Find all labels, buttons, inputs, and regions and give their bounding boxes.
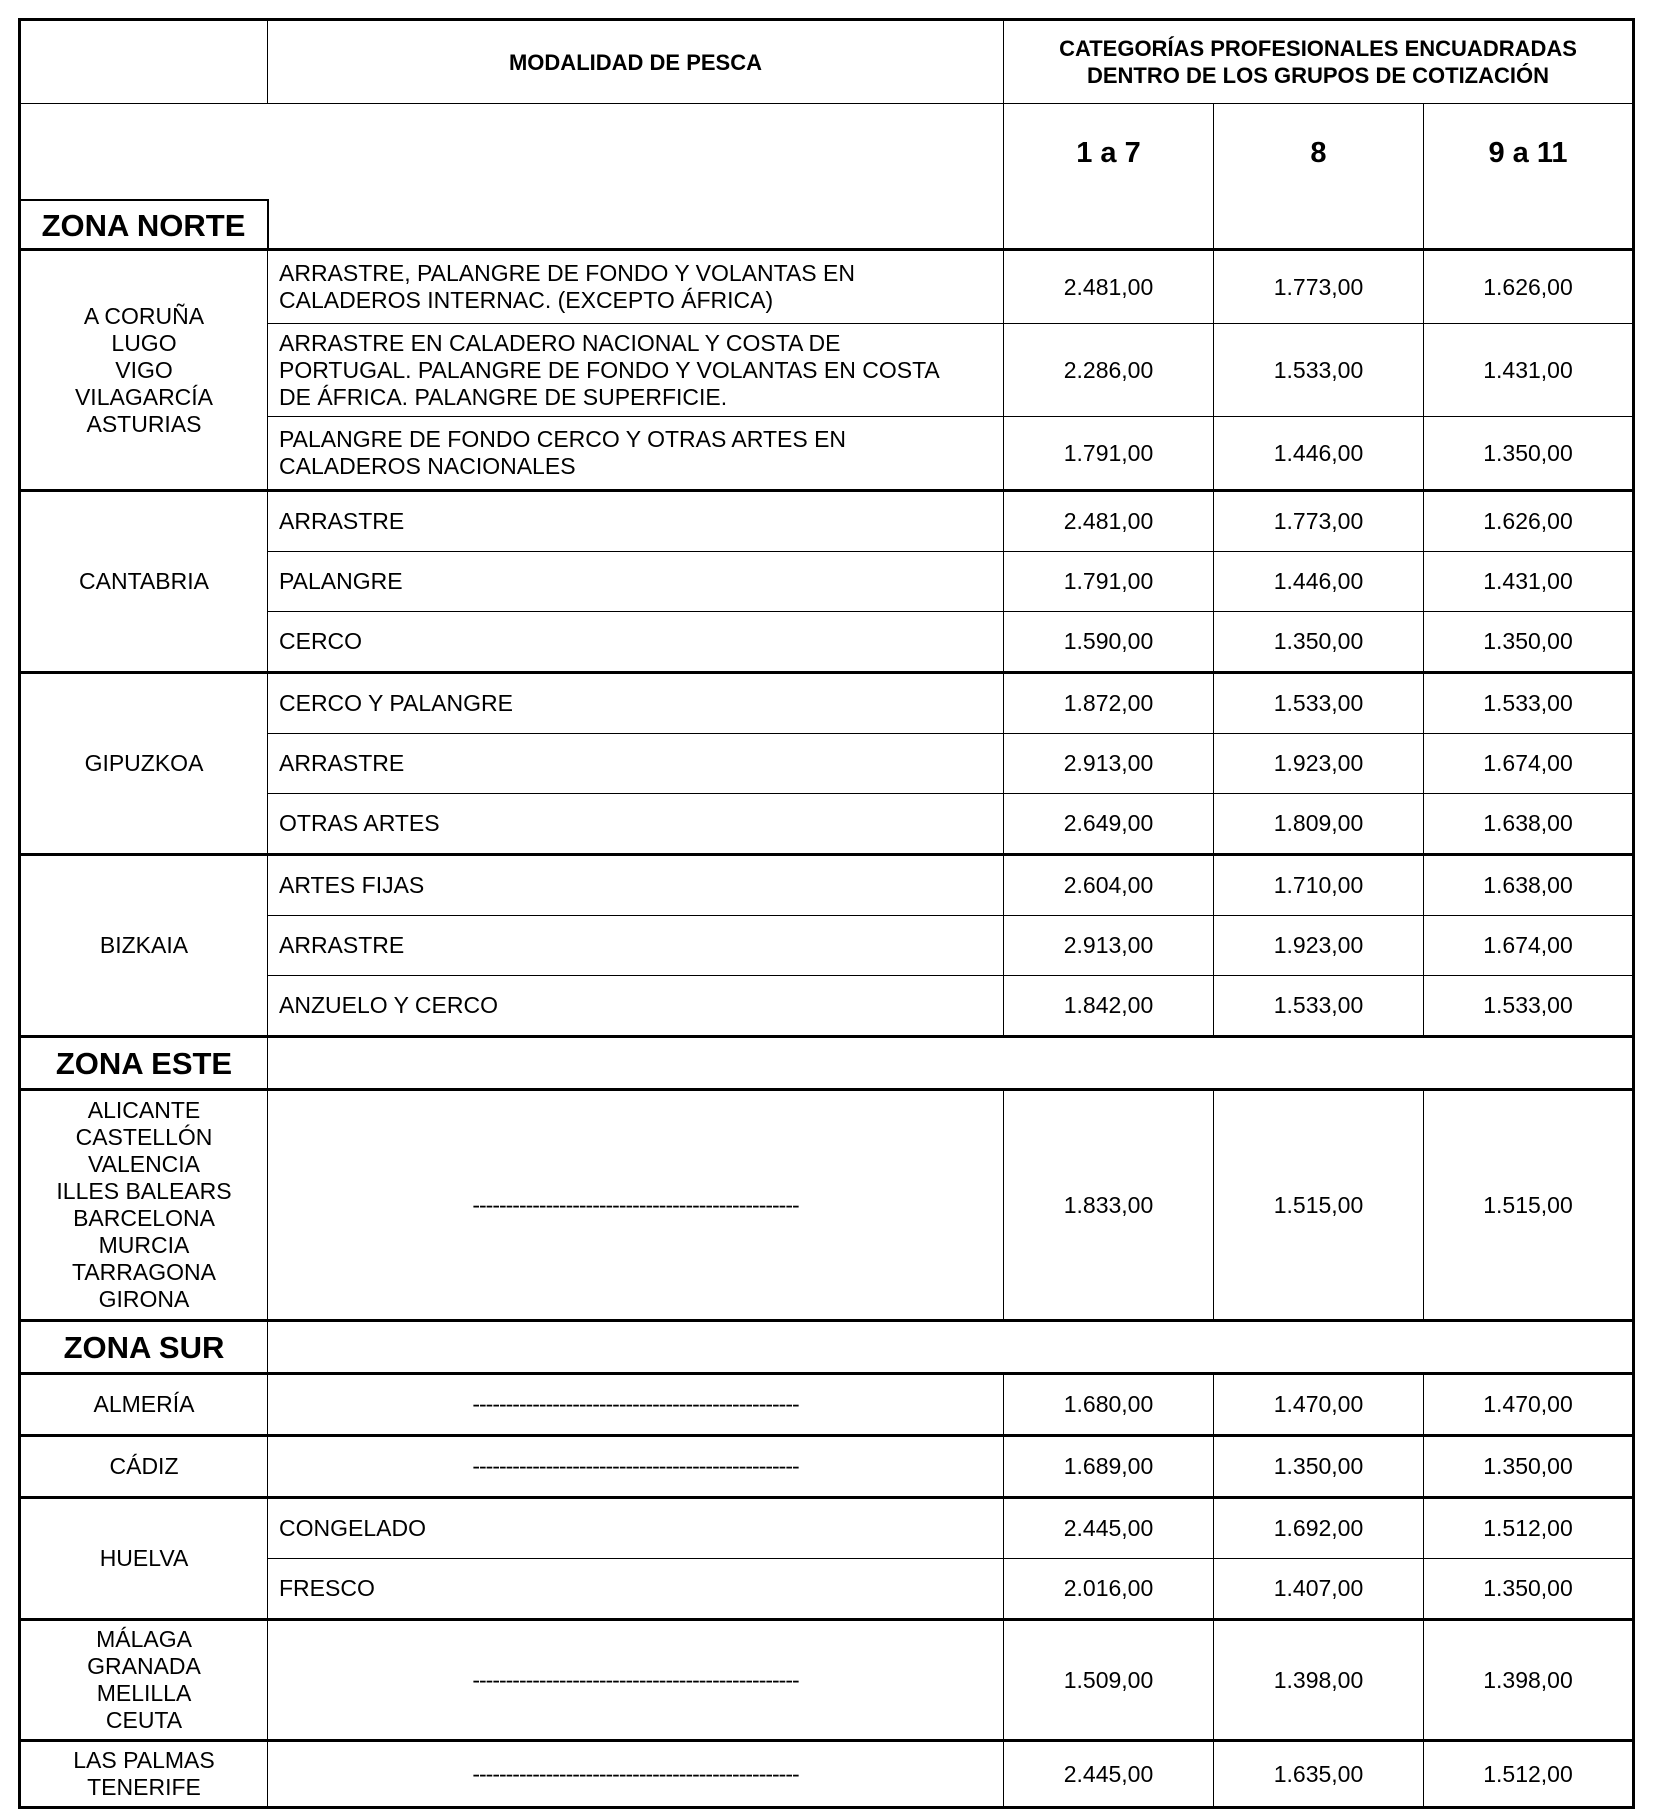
value-1-7: 2.604,00 [1004,855,1214,916]
table-row [20,1741,1634,1808]
region-cell [20,1374,268,1436]
region-cell-line: HUELVA [99,1545,189,1571]
value-8: 1.773,00 [1214,491,1424,552]
region-cell-line: GIRONA [98,1286,190,1312]
modalidad-cell [268,250,1004,324]
modalidad-cell-line: OTRAS ARTES [279,810,440,836]
value-1-7: 1.842,00 [1004,976,1214,1037]
table-row [20,491,1634,552]
region-cell-line: VALENCIA [87,1151,201,1177]
header-modalidad: MODALIDAD DE PESCA [268,20,1004,104]
table-row [20,1620,1634,1741]
modalidad-cell-line: CALADEROS INTERNAC. (EXCEPTO ÁFRICA) [279,287,774,313]
value-8: 1.398,00 [1214,1620,1424,1741]
region-cell-line: ALMERÍA [93,1391,195,1417]
region-cell [20,1090,268,1321]
region-cell [20,1436,268,1498]
value-8: 1.446,00 [1214,552,1424,612]
value-8: 1.407,00 [1214,1559,1424,1620]
table-row [20,673,1634,734]
value-9-11: 1.638,00 [1424,855,1634,916]
value-8: 1.350,00 [1214,612,1424,673]
modalidad-cell [268,417,1004,491]
value-9-11: 1.350,00 [1424,612,1634,673]
modalidad-dash: ------------------------------------------------- [268,1620,1004,1741]
value-9-11: 1.431,00 [1424,552,1634,612]
header-col-9-11: 9 a 11 [1424,104,1634,250]
value-1-7: 2.445,00 [1004,1498,1214,1559]
value-8: 1.773,00 [1214,250,1424,324]
value-1-7: 2.016,00 [1004,1559,1214,1620]
table-row [20,1436,1634,1498]
region-cell-line: MELILLA [96,1680,192,1706]
zone-row [20,1037,1634,1090]
modalidad-cell [268,1498,1004,1559]
region-cell-line: ALICANTE [87,1097,201,1123]
table-row [20,1498,1634,1559]
region-cell-line: CEUTA [105,1707,183,1733]
modalidad-dash: ------------------------------------------------- [268,1741,1004,1808]
modalidad-cell [268,1559,1004,1620]
zone-row [20,1321,1634,1374]
value-9-11: 1.512,00 [1424,1498,1634,1559]
region-cell-line: A CORUÑA [83,302,205,329]
table-row [20,1090,1634,1321]
value-1-7: 2.445,00 [1004,1741,1214,1808]
modalidad-cell [268,916,1004,976]
value-8: 1.533,00 [1214,673,1424,734]
modalidad-cell [268,552,1004,612]
zone-norte-label: ZONA NORTE [20,199,269,249]
modalidad-cell-line: DE ÁFRICA. PALANGRE DE SUPERFICIE. [279,383,728,410]
modalidad-cell [268,673,1004,734]
modalidad-cell-line: ARRASTRE, PALANGRE DE FONDO Y VOLANTAS EN [279,260,855,286]
value-1-7: 2.481,00 [1004,250,1214,324]
modalidad-cell [268,855,1004,916]
region-cell-line: CANTABRIA [79,568,209,594]
region-cell-line: VILAGARCÍA [74,383,214,410]
header-col-8: 8 [1214,104,1424,250]
modalidad-cell-line: ARRASTRE [279,750,405,776]
modalidad-cell-line: CERCO Y PALANGRE [279,690,513,716]
modalidad-cell-line: PALANGRE DE FONDO CERCO Y OTRAS ARTES EN [279,426,847,452]
table-row [20,855,1634,916]
region-cell-line: CÁDIZ [109,1453,179,1479]
value-9-11: 1.626,00 [1424,250,1634,324]
modalidad-cell [268,734,1004,794]
value-8: 1.923,00 [1214,734,1424,794]
modalidad-cell-line: CALADEROS NACIONALES [279,453,576,479]
zone-norte-header-cell [20,104,1004,250]
value-9-11: 1.533,00 [1424,976,1634,1037]
region-cell [20,1741,268,1808]
value-9-11: 1.515,00 [1424,1090,1634,1321]
value-9-11: 1.674,00 [1424,916,1634,976]
modalidad-cell-line: ARRASTRE [279,932,405,958]
value-9-11: 1.674,00 [1424,734,1634,794]
region-cell-line: MURCIA [98,1232,190,1258]
table-row [20,250,1634,324]
region-cell-line: CASTELLÓN [75,1124,213,1150]
region-cell-line: BARCELONA [73,1205,215,1231]
value-9-11: 1.350,00 [1424,1436,1634,1498]
value-1-7: 2.481,00 [1004,491,1214,552]
zone-blank-cell [268,1321,1634,1374]
region-cell [20,673,268,855]
table-row [20,1374,1634,1436]
modalidad-cell [268,324,1004,417]
modalidad-cell-line: ARRASTRE [279,508,405,534]
region-cell-line: GIPUZKOA [84,750,204,776]
modalidad-cell-line: FRESCO [279,1575,375,1601]
value-8: 1.446,00 [1214,417,1424,491]
value-9-11: 1.350,00 [1424,1559,1634,1620]
value-9-11: 1.431,00 [1424,324,1634,417]
region-cell [20,1620,268,1741]
header-row [20,20,1634,104]
header-categorias-line2: DENTRO DE LOS GRUPOS DE COTIZACIÓN [1086,63,1550,88]
modalidad-cell-line: CONGELADO [279,1515,426,1541]
region-cell-line: BIZKAIA [99,932,189,958]
header-categorias [1004,20,1634,104]
value-9-11: 1.470,00 [1424,1374,1634,1436]
zone-sur-label: ZONA SUR [20,1321,268,1374]
region-cell-line: TENERIFE [87,1774,201,1800]
value-1-7: 2.913,00 [1004,916,1214,976]
modalidad-cell [268,794,1004,855]
value-8: 1.470,00 [1214,1374,1424,1436]
region-cell-line: LUGO [111,329,177,356]
modalidad-cell-line: PORTUGAL. PALANGRE DE FONDO Y VOLANTAS EN COSTA [279,356,940,383]
value-8: 1.515,00 [1214,1090,1424,1321]
value-1-7: 1.872,00 [1004,673,1214,734]
value-8: 1.809,00 [1214,794,1424,855]
region-cell-line: VIGO [115,356,173,383]
modalidad-cell-line: ARRASTRE EN CALADERO NACIONAL Y COSTA DE [279,329,841,356]
region-cell-line: TARRAGONA [72,1259,216,1285]
value-9-11: 1.638,00 [1424,794,1634,855]
modalidad-cell-line: CERCO [279,628,363,654]
value-1-7: 1.791,00 [1004,552,1214,612]
header-col-1-7: 1 a 7 [1004,104,1214,250]
value-9-11: 1.533,00 [1424,673,1634,734]
modalidad-cell-line: ANZUELO Y CERCO [279,992,498,1018]
region-cell-line: MÁLAGA [96,1626,192,1652]
value-8: 1.533,00 [1214,976,1424,1037]
region-cell-line: LAS PALMAS [73,1747,215,1773]
value-1-7: 2.286,00 [1004,324,1214,417]
region-cell-line: GRANADA [87,1653,201,1679]
region-cell [20,250,268,491]
value-1-7: 1.509,00 [1004,1620,1214,1741]
region-cell [20,1498,268,1620]
zone-este-label: ZONA ESTE [20,1037,268,1090]
modalidad-dash: ------------------------------------------------- [268,1090,1004,1321]
value-1-7: 1.689,00 [1004,1436,1214,1498]
value-9-11: 1.512,00 [1424,1741,1634,1808]
value-8: 1.692,00 [1214,1498,1424,1559]
value-8: 1.635,00 [1214,1741,1424,1808]
value-1-7: 2.913,00 [1004,734,1214,794]
value-9-11: 1.626,00 [1424,491,1634,552]
modalidad-cell [268,612,1004,673]
value-1-7: 1.791,00 [1004,417,1214,491]
region-cell-line: ASTURIAS [86,410,202,437]
value-1-7: 1.680,00 [1004,1374,1214,1436]
header-empty-cell [20,20,268,104]
value-8: 1.710,00 [1214,855,1424,916]
modalidad-cell-line: ARTES FIJAS [279,872,425,898]
modalidad-dash: ------------------------------------------------- [268,1436,1004,1498]
region-cell [20,491,268,673]
region-cell-line: ILLES BALEARS [56,1178,232,1204]
value-9-11: 1.398,00 [1424,1620,1634,1741]
region-cell [20,855,268,1037]
value-8: 1.350,00 [1214,1436,1424,1498]
modalidad-dash: ------------------------------------------------- [268,1374,1004,1436]
value-8: 1.533,00 [1214,324,1424,417]
modalidad-cell [268,491,1004,552]
cotizacion-table [18,18,1635,1809]
value-1-7: 2.649,00 [1004,794,1214,855]
subheader-row [20,104,1634,250]
modalidad-cell-line: PALANGRE [279,568,403,594]
modalidad-cell [268,976,1004,1037]
zone-blank-cell [268,1037,1634,1090]
header-categorias-line1: CATEGORÍAS PROFESIONALES ENCUADRADAS [1059,36,1577,61]
value-1-7: 1.833,00 [1004,1090,1214,1321]
value-9-11: 1.350,00 [1424,417,1634,491]
value-1-7: 1.590,00 [1004,612,1214,673]
value-8: 1.923,00 [1214,916,1424,976]
